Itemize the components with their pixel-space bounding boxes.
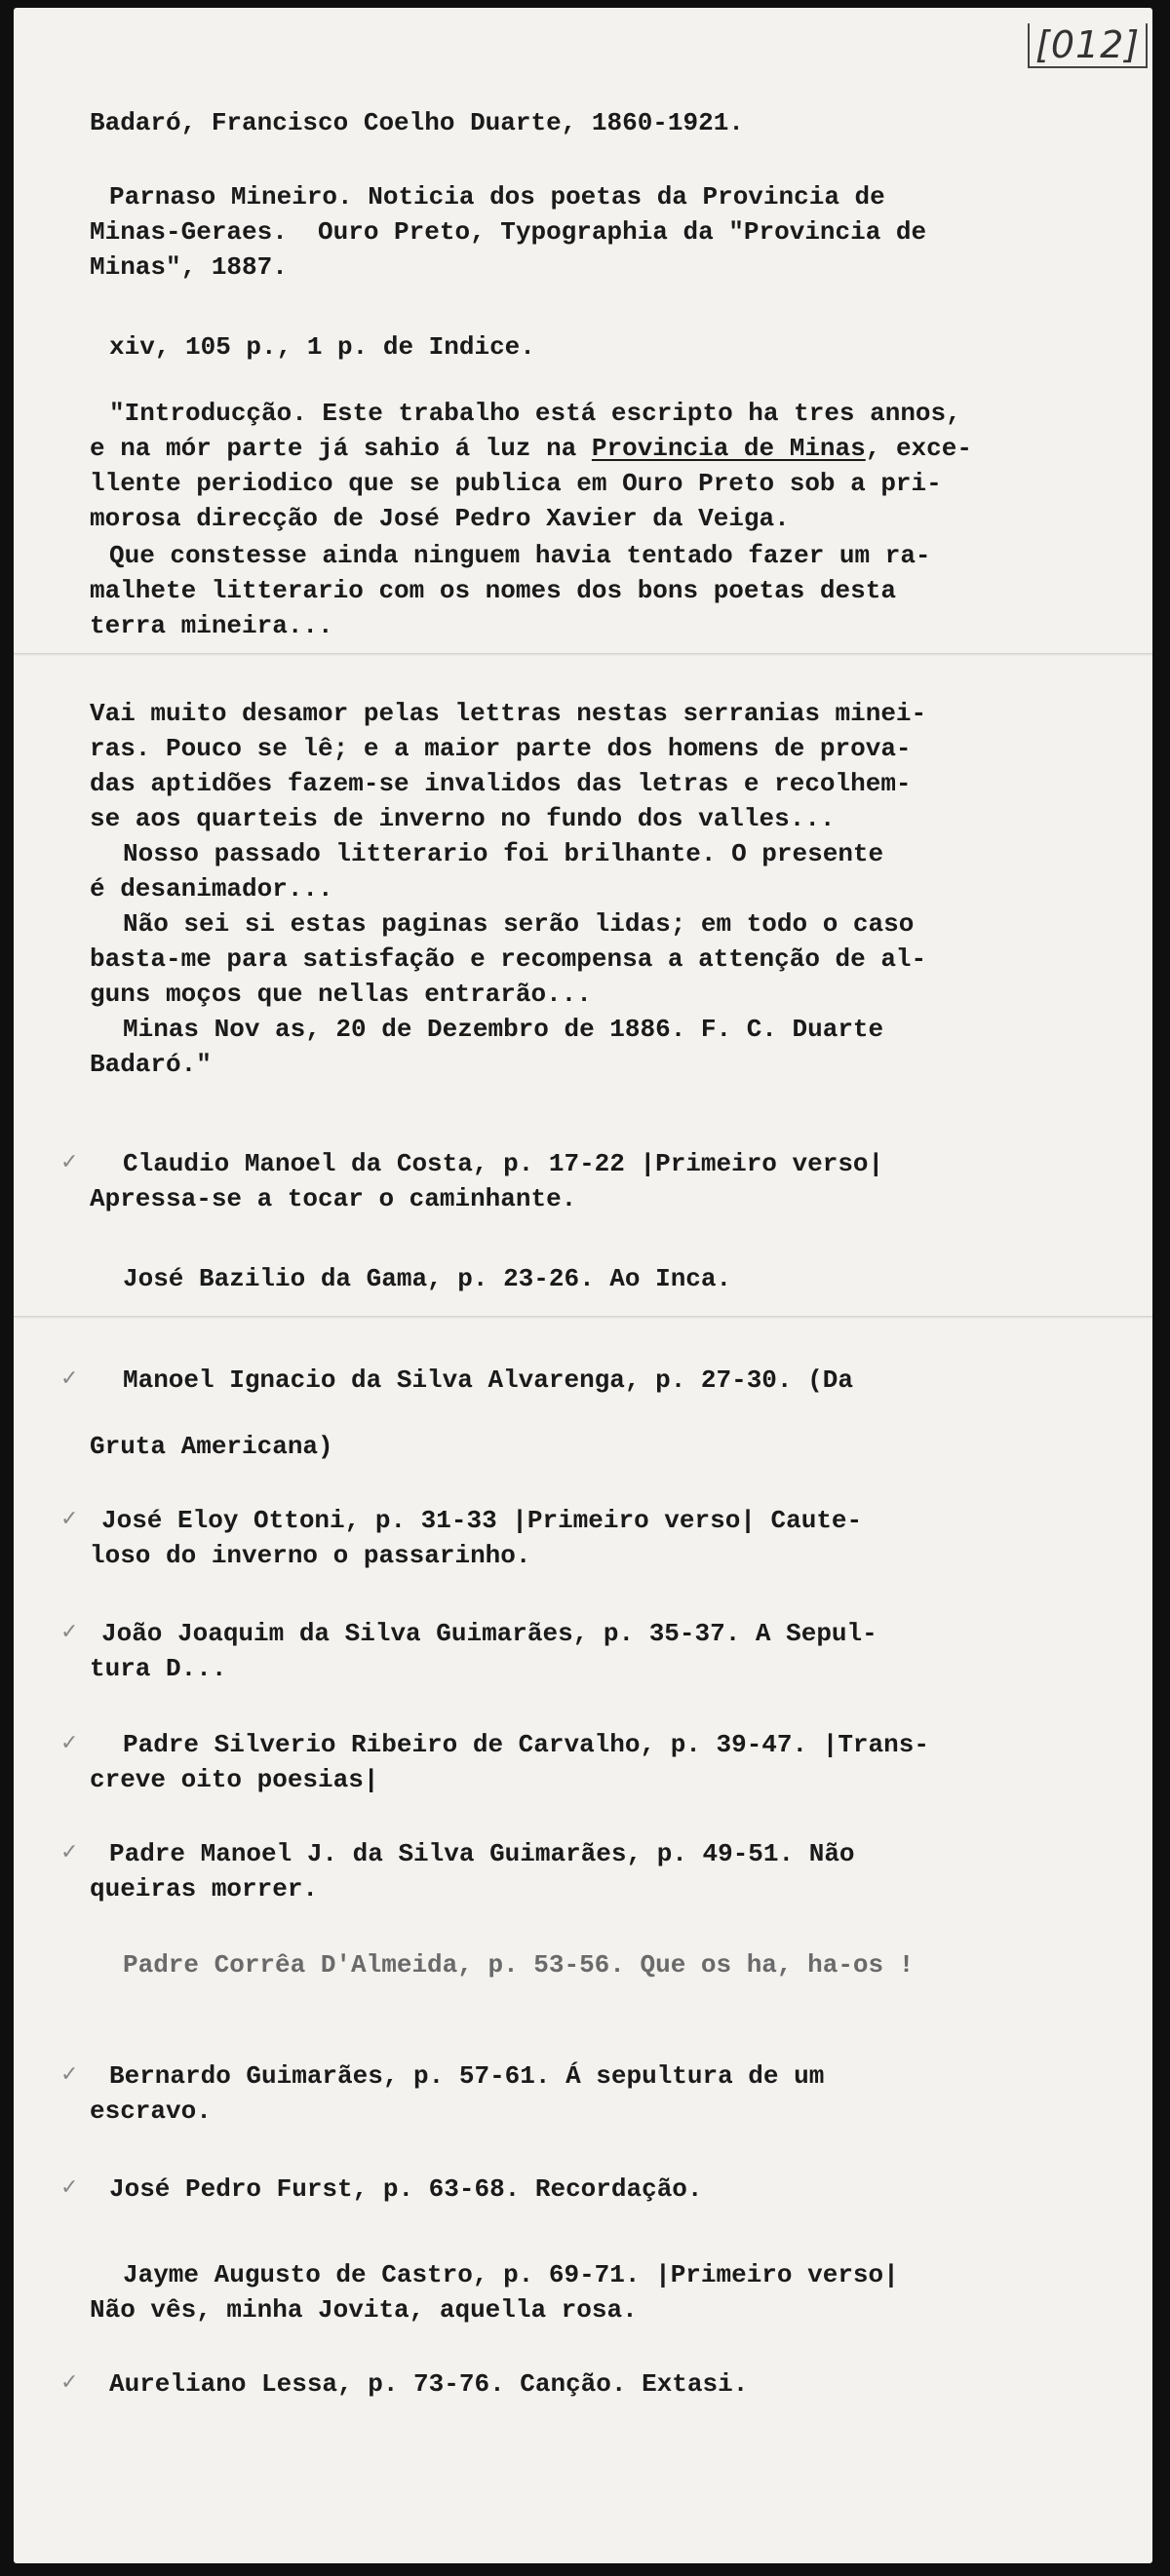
intro-line: ras. Pouco se lê; e a maior parte dos homens de prova-	[90, 734, 912, 763]
contents-entry: queiras morrer.	[90, 1874, 319, 1903]
contents-entry: Gruta Americana)	[90, 1432, 333, 1461]
check-mark-icon: ✓	[60, 1507, 79, 1531]
intro-line: terra mineira...	[90, 611, 333, 640]
intro-line: morosa direcção de José Pedro Xavier da Veiga.	[90, 504, 790, 533]
contents-entry: Não vês, minha Jovita, aquella rosa.	[90, 2295, 638, 2325]
check-mark-icon: ✓	[60, 2370, 79, 2395]
intro-line: guns moços que nellas entrarão...	[90, 980, 592, 1009]
collation: xiv, 105 p., 1 p. de Indice.	[109, 332, 535, 362]
contents-entry: tura D...	[90, 1654, 227, 1683]
check-mark-icon: ✓	[60, 1150, 79, 1174]
contents-entry: Jayme Augusto de Castro, p. 69-71. |Primeiro verso|	[123, 2260, 899, 2289]
contents-entry: Padre Manoel J. da Silva Guimarães, p. 49-51. Não	[109, 1839, 855, 1868]
check-mark-icon: ✓	[60, 1840, 79, 1865]
intro-line: malhete litterario com os nomes dos bons poetas desta	[90, 576, 896, 605]
intro-line: Não sei si estas paginas serão lidas; em todo o caso	[123, 909, 915, 939]
check-mark-icon: ✓	[60, 2062, 79, 2087]
intro-line: é desanimador...	[90, 874, 333, 904]
check-mark-icon: ✓	[60, 1731, 79, 1755]
title-line: Minas-Geraes. Ouro Preto, Typographia da "Provincia de	[90, 217, 927, 247]
contents-entry: João Joaquim da Silva Guimarães, p. 35-37. A Sepul-	[101, 1619, 878, 1648]
intro-line: Que constesse ainda ninguem havia tentado fazer um ra-	[109, 541, 931, 570]
check-mark-icon: ✓	[60, 2175, 79, 2200]
intro-line: llente periodico que se publica em Ouro Preto sob a pri-	[90, 469, 942, 498]
check-mark-icon: ✓	[60, 1366, 79, 1391]
title-line: Parnaso Mineiro. Noticia dos poetas da Provincia de	[109, 182, 885, 211]
intro-text: , exce-	[865, 434, 972, 463]
intro-line: Badaró."	[90, 1050, 212, 1079]
contents-entry: Apressa-se a tocar o caminhante.	[90, 1184, 577, 1213]
contents-entry: Bernardo Guimarães, p. 57-61. Á sepultura de um	[109, 2061, 825, 2091]
intro-text: e na mór parte já sahio á luz na	[90, 434, 592, 463]
intro-line: Vai muito desamor pelas lettras nestas serranias minei-	[90, 699, 927, 728]
contents-entry: Padre Corrêa D'Almeida, p. 53-56. Que os ha, ha-os !	[123, 1950, 915, 1980]
fold-line	[14, 1316, 1152, 1319]
intro-line: "Introducção. Este trabalho está escripto ha tres annos,	[109, 399, 961, 428]
contents-entry: Manoel Ignacio da Silva Alvarenga, p. 27-30. (Da	[123, 1365, 853, 1395]
intro-line: se aos quarteis de inverno no fundo dos valles...	[90, 804, 836, 833]
periodical-title: Provincia de Minas	[591, 434, 866, 463]
title-line: Minas", 1887.	[90, 252, 288, 282]
contents-entry: José Bazilio da Gama, p. 23-26. Ao Inca.	[123, 1264, 732, 1293]
check-mark-icon: ✓	[60, 1620, 79, 1644]
archive-stamp: [012]	[1028, 23, 1148, 68]
contents-entry: José Pedro Furst, p. 63-68. Recordação.	[109, 2174, 703, 2204]
contents-entry: Aureliano Lessa, p. 73-76. Canção. Extasi.	[109, 2369, 749, 2399]
author-heading: Badaró, Francisco Coelho Duarte, 1860-1921.	[90, 108, 744, 137]
intro-line: basta-me para satisfação e recompensa a attenção de al-	[90, 944, 927, 974]
contents-entry: Padre Silverio Ribeiro de Carvalho, p. 39-47. |Trans-	[123, 1730, 929, 1759]
contents-entry: escravo.	[90, 2096, 212, 2126]
fold-line	[14, 653, 1152, 656]
contents-entry: creve oito poesias|	[90, 1765, 379, 1794]
intro-line: Nosso passado litterario foi brilhante. O presente	[123, 839, 884, 868]
contents-entry: José Eloy Ottoni, p. 31-33 |Primeiro verso| Caute-	[101, 1506, 863, 1535]
contents-entry: loso do inverno o passarinho.	[90, 1541, 531, 1570]
intro-line	[90, 431, 1145, 466]
intro-line: Minas Nov as, 20 de Dezembro de 1886. F. C. Duarte	[123, 1015, 884, 1044]
contents-entry: Claudio Manoel da Costa, p. 17-22 |Primeiro verso|	[123, 1149, 884, 1178]
intro-line: das aptidões fazem-se invalidos das letras e recolhem-	[90, 769, 912, 798]
catalog-card	[14, 8, 1152, 2563]
